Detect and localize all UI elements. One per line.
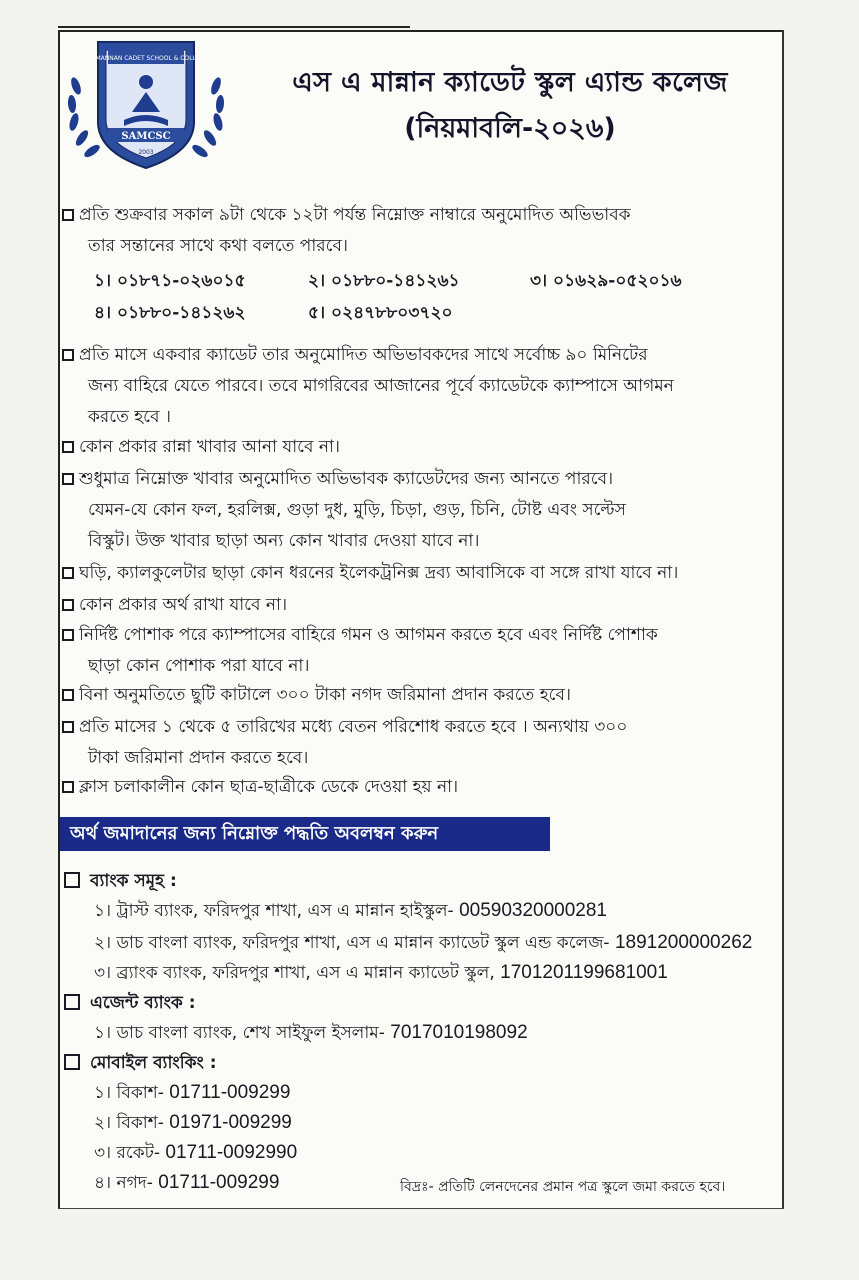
mobile-item-2 (94, 1110, 292, 1138)
bank-2-number: 1891200000262 (614, 932, 753, 953)
bank-3-number: 1701201199681001 (500, 962, 668, 983)
rule-6-text: কোন প্রকার অর্থ রাখা যাবে না। (79, 595, 288, 615)
phone-3: ৩। ০১৬২৯-০৫২০১৬ (530, 271, 682, 291)
logo-year: 2003 (138, 149, 154, 156)
rule-1-line-2: তার সন্তানের সাথে কথা বলতে পারবে। (88, 236, 349, 256)
rule-2 (62, 340, 674, 433)
payment-banner: অর্থ জমাদানের জন্য নিম্নোক্ত পদ্ধতি অবলম্বন করুন (60, 817, 550, 851)
mobile-1-number: 01711-009299 (169, 1082, 291, 1103)
rule-2-line-1: প্রতি মাসে একবার ক্যাডেট তার অনুমোদিত অভিভাবকদের সাথে সর্বোচ্চ ৯০ মিনিটের (79, 345, 648, 365)
rule-4-line-3: বিস্কুট। উক্ত খাবার ছাড়া অন্য কোন খাবার দেওয়া যাবে না। (88, 531, 480, 551)
mobile-2-number: 01971-009299 (169, 1112, 292, 1133)
top-border-line (58, 26, 410, 28)
rule-1 (62, 200, 631, 262)
rule-5 (62, 558, 678, 589)
phone-2: ২। ০১৮৮০-১৪১২৬১ (308, 271, 460, 291)
mobile-4-label: ৪। নগদ- (94, 1173, 153, 1193)
checkbox-icon (62, 721, 74, 733)
rule-4-line-2: যেমন-যে কোন ফল, হরলিক্স, গুড়া দুধ, মুড়ি, চিড়া, গুড়, চিনি, টোষ্ট এবং সল্টেস (88, 500, 626, 520)
school-logo (62, 34, 230, 176)
agent-item-1 (94, 1020, 528, 1048)
bank-1-number: 00590320000281 (459, 900, 607, 921)
mobile-section-title (64, 1050, 217, 1078)
rule-6 (62, 590, 287, 621)
bank-3-label: ৩। ব্র্যাংক ব্যাংক, ফরিদপুর শাখা, এস এ মান্নান ক্যাডেট স্কুল, (94, 963, 495, 983)
checkbox-icon (64, 1054, 80, 1070)
footer-note: বিদ্রঃ- প্রতিটি লেনদেনের প্রমান পত্র স্কুলে জমা করতে হবে। (400, 1179, 726, 1195)
rule-9 (62, 712, 627, 774)
mobile-1-label: ১। বিকাশ- (94, 1083, 164, 1103)
mobile-section-label: মোবাইল ব্যাংকিং : (90, 1053, 217, 1073)
checkbox-icon (62, 599, 74, 611)
agent-number: 7017010198092 (390, 1022, 528, 1043)
phone-4: ৪। ০১৮৮০-১৪১২৬২ (94, 303, 246, 323)
bank-item-2 (94, 930, 752, 958)
mobile-3-label: ৩। রকেট- (94, 1143, 161, 1163)
mobile-item-3 (94, 1140, 297, 1168)
rule-4-line-1: শুধুমাত্র নিম্নোক্ত খাবার অনুমোদিত অভিভাবক ক্যাডেটদের জন্য আনতে পারবে। (79, 469, 614, 489)
rule-7 (62, 620, 658, 682)
rule-10 (62, 772, 458, 803)
page-title: এস এ মান্নান ক্যাডেট স্কুল এ্যান্ড কলেজ (292, 67, 728, 98)
bank-section-title (64, 868, 177, 896)
rule-2-line-3: করতে হবে । (88, 407, 171, 427)
bank-item-1 (94, 898, 607, 926)
checkbox-icon (62, 689, 74, 701)
mobile-item-1 (94, 1080, 290, 1108)
agent-section-label: এজেন্ট ব্যাংক : (90, 993, 196, 1013)
mobile-2-label: ২। বিকাশ- (94, 1113, 164, 1133)
rule-7-line-2: ছাড়া কোন পোশাক পরা যাবে না। (88, 656, 310, 676)
rule-4 (62, 464, 626, 557)
checkbox-icon (62, 349, 74, 361)
mobile-4-number: 01711-009299 (158, 1172, 280, 1193)
checkbox-icon (62, 781, 74, 793)
checkbox-icon (62, 629, 74, 641)
rule-3 (62, 432, 340, 463)
checkbox-icon (62, 209, 74, 221)
phone-1: ১। ০১৮৭১-০২৬০১৫ (94, 271, 246, 291)
page-subtitle: (নিয়মাবলি-২০২৬) (404, 113, 616, 144)
logo-arc-text: S.A.MANNAN CADET SCHOOL & COLLEGE (83, 55, 209, 62)
rule-10-text: ক্লাস চলাকালীন কোন ছাত্র-ছাত্রীকে ডেকে দেওয়া হয় না। (79, 777, 459, 797)
mobile-3-number: 01711-0092990 (165, 1142, 298, 1163)
rule-7-line-1: নির্দিষ্ট পোশাক পরে ক্যাম্পাসের বাহিরে গমন ও আগমন করতে হবে এবং নির্দিষ্ট পোশাক (79, 625, 658, 645)
rule-9-line-2: টাকা জরিমানা প্রদান করতে হবে। (88, 748, 309, 768)
bank-1-label: ১। ট্রাস্ট ব্যাংক, ফরিদপুর শাখা, এস এ মান্নান হাইস্কুল- (94, 901, 454, 921)
rule-8-text: বিনা অনুমতিতে ছুটি কাটালে ৩০০ টাকা নগদ জরিমানা প্রদান করতে হবে। (79, 685, 571, 705)
bank-section-label: ব্যাংক সমূহ : (90, 871, 177, 891)
checkbox-icon (62, 441, 74, 453)
agent-section-title (64, 990, 196, 1018)
agent-label: ১। ডাচ বাংলা ব্যাংক, শেখ সাইফুল ইসলাম- (94, 1023, 385, 1043)
rule-2-line-2: জন্য বাহিরে যেতে পারবে। তবে মাগরিবের আজানের পূর্বে ক্যাডেটকে ক্যাম্পাসে আগমন (88, 376, 674, 396)
phone-5: ৫। ০২৪৭৮৮০৩৭২০ (308, 303, 453, 323)
logo-code: SAMCSC (121, 131, 171, 142)
bank-item-3 (94, 960, 668, 988)
rule-1-line-1: প্রতি শুক্রবার সকাল ৯টা থেকে ১২টা পর্যন্ত নিম্নোক্ত নাম্বারে অনুমোদিত অভিভাবক (79, 205, 631, 225)
checkbox-icon (64, 872, 80, 888)
checkbox-icon (62, 473, 74, 485)
rule-5-text: ঘড়ি, ক্যালকুলেটার ছাড়া কোন ধরনের ইলেকট্রনিক্স দ্রব্য আবাসিকে বা সঙ্গে রাখা যাবে না। (79, 563, 679, 583)
checkbox-icon (62, 567, 74, 579)
bank-2-label: ২। ডাচ বাংলা ব্যাংক, ফরিদপুর শাখা, এস এ মান্নান ক্যাডেট স্কুল এন্ড কলেজ- (94, 933, 610, 953)
rule-3-text: কোন প্রকার রান্না খাবার আনা যাবে না। (79, 437, 340, 457)
rule-9-line-1: প্রতি মাসের ১ থেকে ৫ তারিখের মধ্যে বেতন পরিশোধ করতে হবে । অন্যথায় ৩০০ (79, 717, 628, 737)
mobile-item-4 (94, 1170, 279, 1198)
rule-8 (62, 680, 571, 711)
checkbox-icon (64, 994, 80, 1010)
